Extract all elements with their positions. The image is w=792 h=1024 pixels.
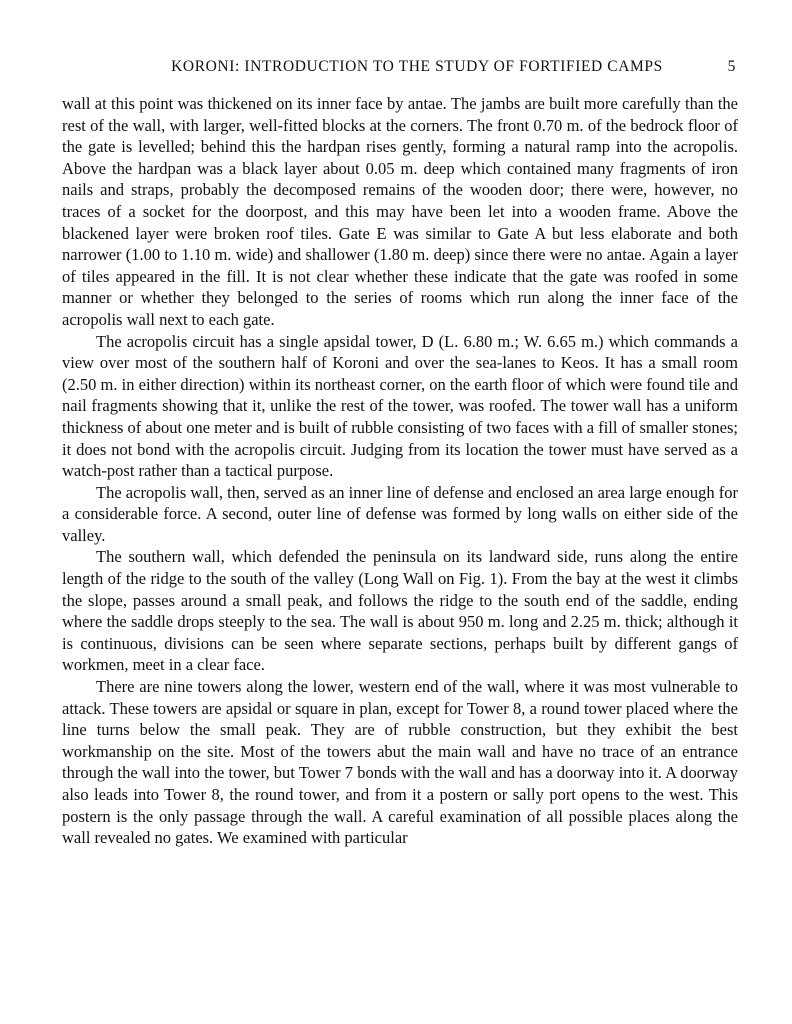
body-text xyxy=(62,93,738,849)
paragraph: The acropolis circuit has a single apsidal tower, D (L. 6.80 m.; W. 6.65 m.) which commands a view over most of the southern half of Koroni and over the sea-lanes to Keos. It has a small room (2.50 m. in either direction) within its northeast corner, on the earth floor of which were found tile and nail fragments showing that it, unlike the rest of the tower, was roofed. The tower wall has a uniform thickness of about one meter and is built of rubble consisting of two faces with a fill of smaller stones; it does not bond with the acropolis circuit. Judging from its location the tower must have served as a watch-post rather than a tactical purpose. xyxy=(62,331,738,481)
page-number: 5 xyxy=(727,58,736,75)
paragraph: There are nine towers along the lower, western end of the wall, where it was most vulnerable to attack. These towers are apsidal or square in plan, except for Tower 8, a round tower placed where the line turns below the small peak. They are of rubble construction, but they exhibit the best workmanship on the site. Most of the towers abut the main wall and have no trace of an entrance through the wall into the tower, but Tower 7 bonds with the wall and has a doorway into it. A doorway also leads into Tower 8, the round tower, and from it a postern or sally port opens to the west. This postern is the only passage through the wall. A careful examination of all possible places along the wall revealed no gates. We examined with particular xyxy=(62,677,738,848)
page xyxy=(62,55,738,849)
paragraph-continued: wall at this point was thickened on its inner face by antae. The jambs are built more carefully than the rest of the wall, with larger, well-fitted blocks at the corners. The front 0.70 m. of the bedrock floor of the gate is levelled; behind this the hardpan rises gently, forming a natural ramp into the acropolis. Above the hardpan was a black layer about 0.05 m. deep which contained many fragments of iron nails and straps, probably the decomposed remains of the wooden door; there were, however, no traces of a socket for the doorpost, and this may have been let into a wooden frame. Above the blackened layer were broken roof tiles. Gate E was similar to Gate A but less elaborate and both narrower (1.00 to 1.10 m. wide) and shallower (1.80 m. deep) since there were no antae. Again a layer of tiles appeared in the fill. It is not clear whether these indicate that the gate was roofed in some manner or whether they belonged to the series of rooms which run along the inner face of the acropolis wall next to each gate. xyxy=(62,94,738,329)
running-head xyxy=(62,55,738,79)
running-title: KORONI: INTRODUCTION TO THE STUDY OF FORTIFIED CAMPS xyxy=(171,58,663,75)
paragraph: The acropolis wall, then, served as an inner line of defense and enclosed an area large enough for a considerable force. A second, outer line of defense was formed by long walls on either side of the valley. xyxy=(62,482,738,545)
paragraph: The southern wall, which defended the peninsula on its landward side, runs along the entire length of the ridge to the south of the valley (Long Wall on Fig. 1). From the bay at the west it climbs the slope, passes around a small peak, and follows the ridge to the south end of the saddle, ending where the saddle drops steeply to the sea. The wall is about 950 m. long and 2.25 m. thick; although it is continuous, divisions can be seen where separate sections, perhaps built by different gangs of workmen, meet in a clear face. xyxy=(62,547,738,675)
